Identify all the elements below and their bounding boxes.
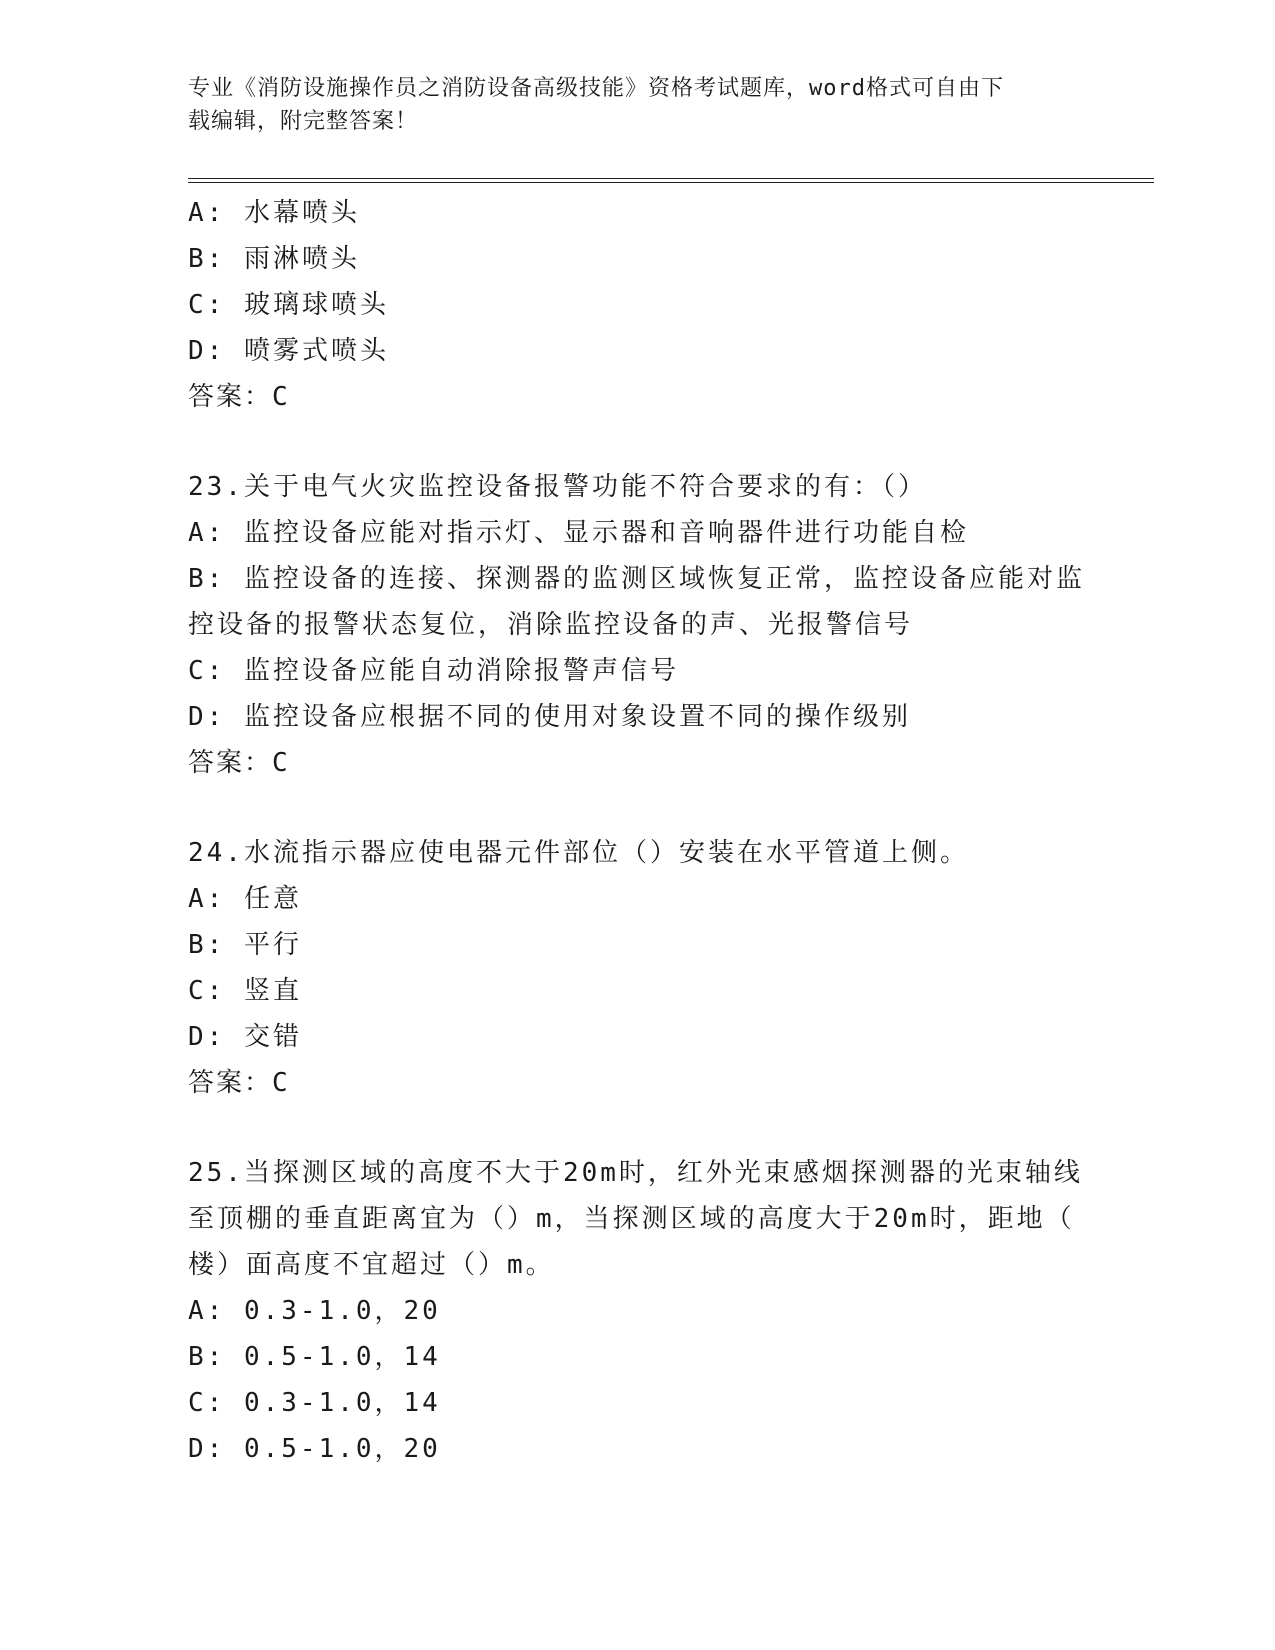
question-text: 24.水流指示器应使电器元件部位（）安装在水平管道上侧。 (188, 838, 969, 868)
question-22 (188, 190, 1088, 420)
question-24 (188, 830, 1088, 1106)
option-a: A: 任意 (188, 884, 302, 914)
option-d: D: 喷雾式喷头 (188, 336, 389, 366)
question-23 (188, 464, 1088, 786)
option-d: D: 交错 (188, 1022, 302, 1052)
option-b: B: 监控设备的连接、探测器的监测区域恢复正常，监控设备应能对监 (188, 564, 1085, 594)
option-c: C: 监控设备应能自动消除报警声信号 (188, 656, 679, 686)
option-b-continued: 控设备的报警状态复位，消除监控设备的声、光报警信号 (188, 610, 914, 640)
option-a: A: 监控设备应能对指示灯、显示器和音响器件进行功能自检 (188, 518, 969, 548)
question-text-line-1: 25.当探测区域的高度不大于20m时，红外光束感烟探测器的光束轴线 (188, 1158, 1083, 1188)
option-c: C: 0.3-1.0，14 (188, 1388, 441, 1418)
answer-line: 答案：C (188, 748, 290, 778)
header-title-line-2: 载编辑，附完整答案！ (188, 109, 419, 134)
header-title-line-1: 专业《消防设施操作员之消防设备高级技能》资格考试题库，word格式可自由下 (188, 76, 1004, 101)
option-c: C: 竖直 (188, 976, 302, 1006)
question-25 (188, 1150, 1088, 1472)
question-text-line-3: 楼）面高度不宜超过（）m。 (188, 1250, 555, 1280)
question-text-line-2: 至顶棚的垂直距离宜为（）m，当探测区域的高度大于20m时，距地（ (188, 1204, 1075, 1234)
spacer (188, 1106, 1088, 1150)
option-d: D: 监控设备应根据不同的使用对象设置不同的操作级别 (188, 702, 911, 732)
question-text: 23.关于电气火灾监控设备报警功能不符合要求的有：（） (188, 472, 927, 502)
answer-line: 答案：C (188, 382, 290, 412)
answer-line: 答案：C (188, 1068, 290, 1098)
document-header (188, 72, 1088, 138)
option-b: B: 雨淋喷头 (188, 244, 360, 274)
spacer (188, 786, 1088, 830)
option-b: B: 平行 (188, 930, 302, 960)
option-b: B: 0.5-1.0，14 (188, 1342, 441, 1372)
option-c: C: 玻璃球喷头 (188, 290, 389, 320)
option-a: A: 水幕喷头 (188, 198, 360, 228)
header-divider (188, 178, 1154, 183)
spacer (188, 420, 1088, 464)
question-list (188, 190, 1088, 1472)
option-d: D: 0.5-1.0，20 (188, 1434, 441, 1464)
option-a: A: 0.3-1.0，20 (188, 1296, 441, 1326)
